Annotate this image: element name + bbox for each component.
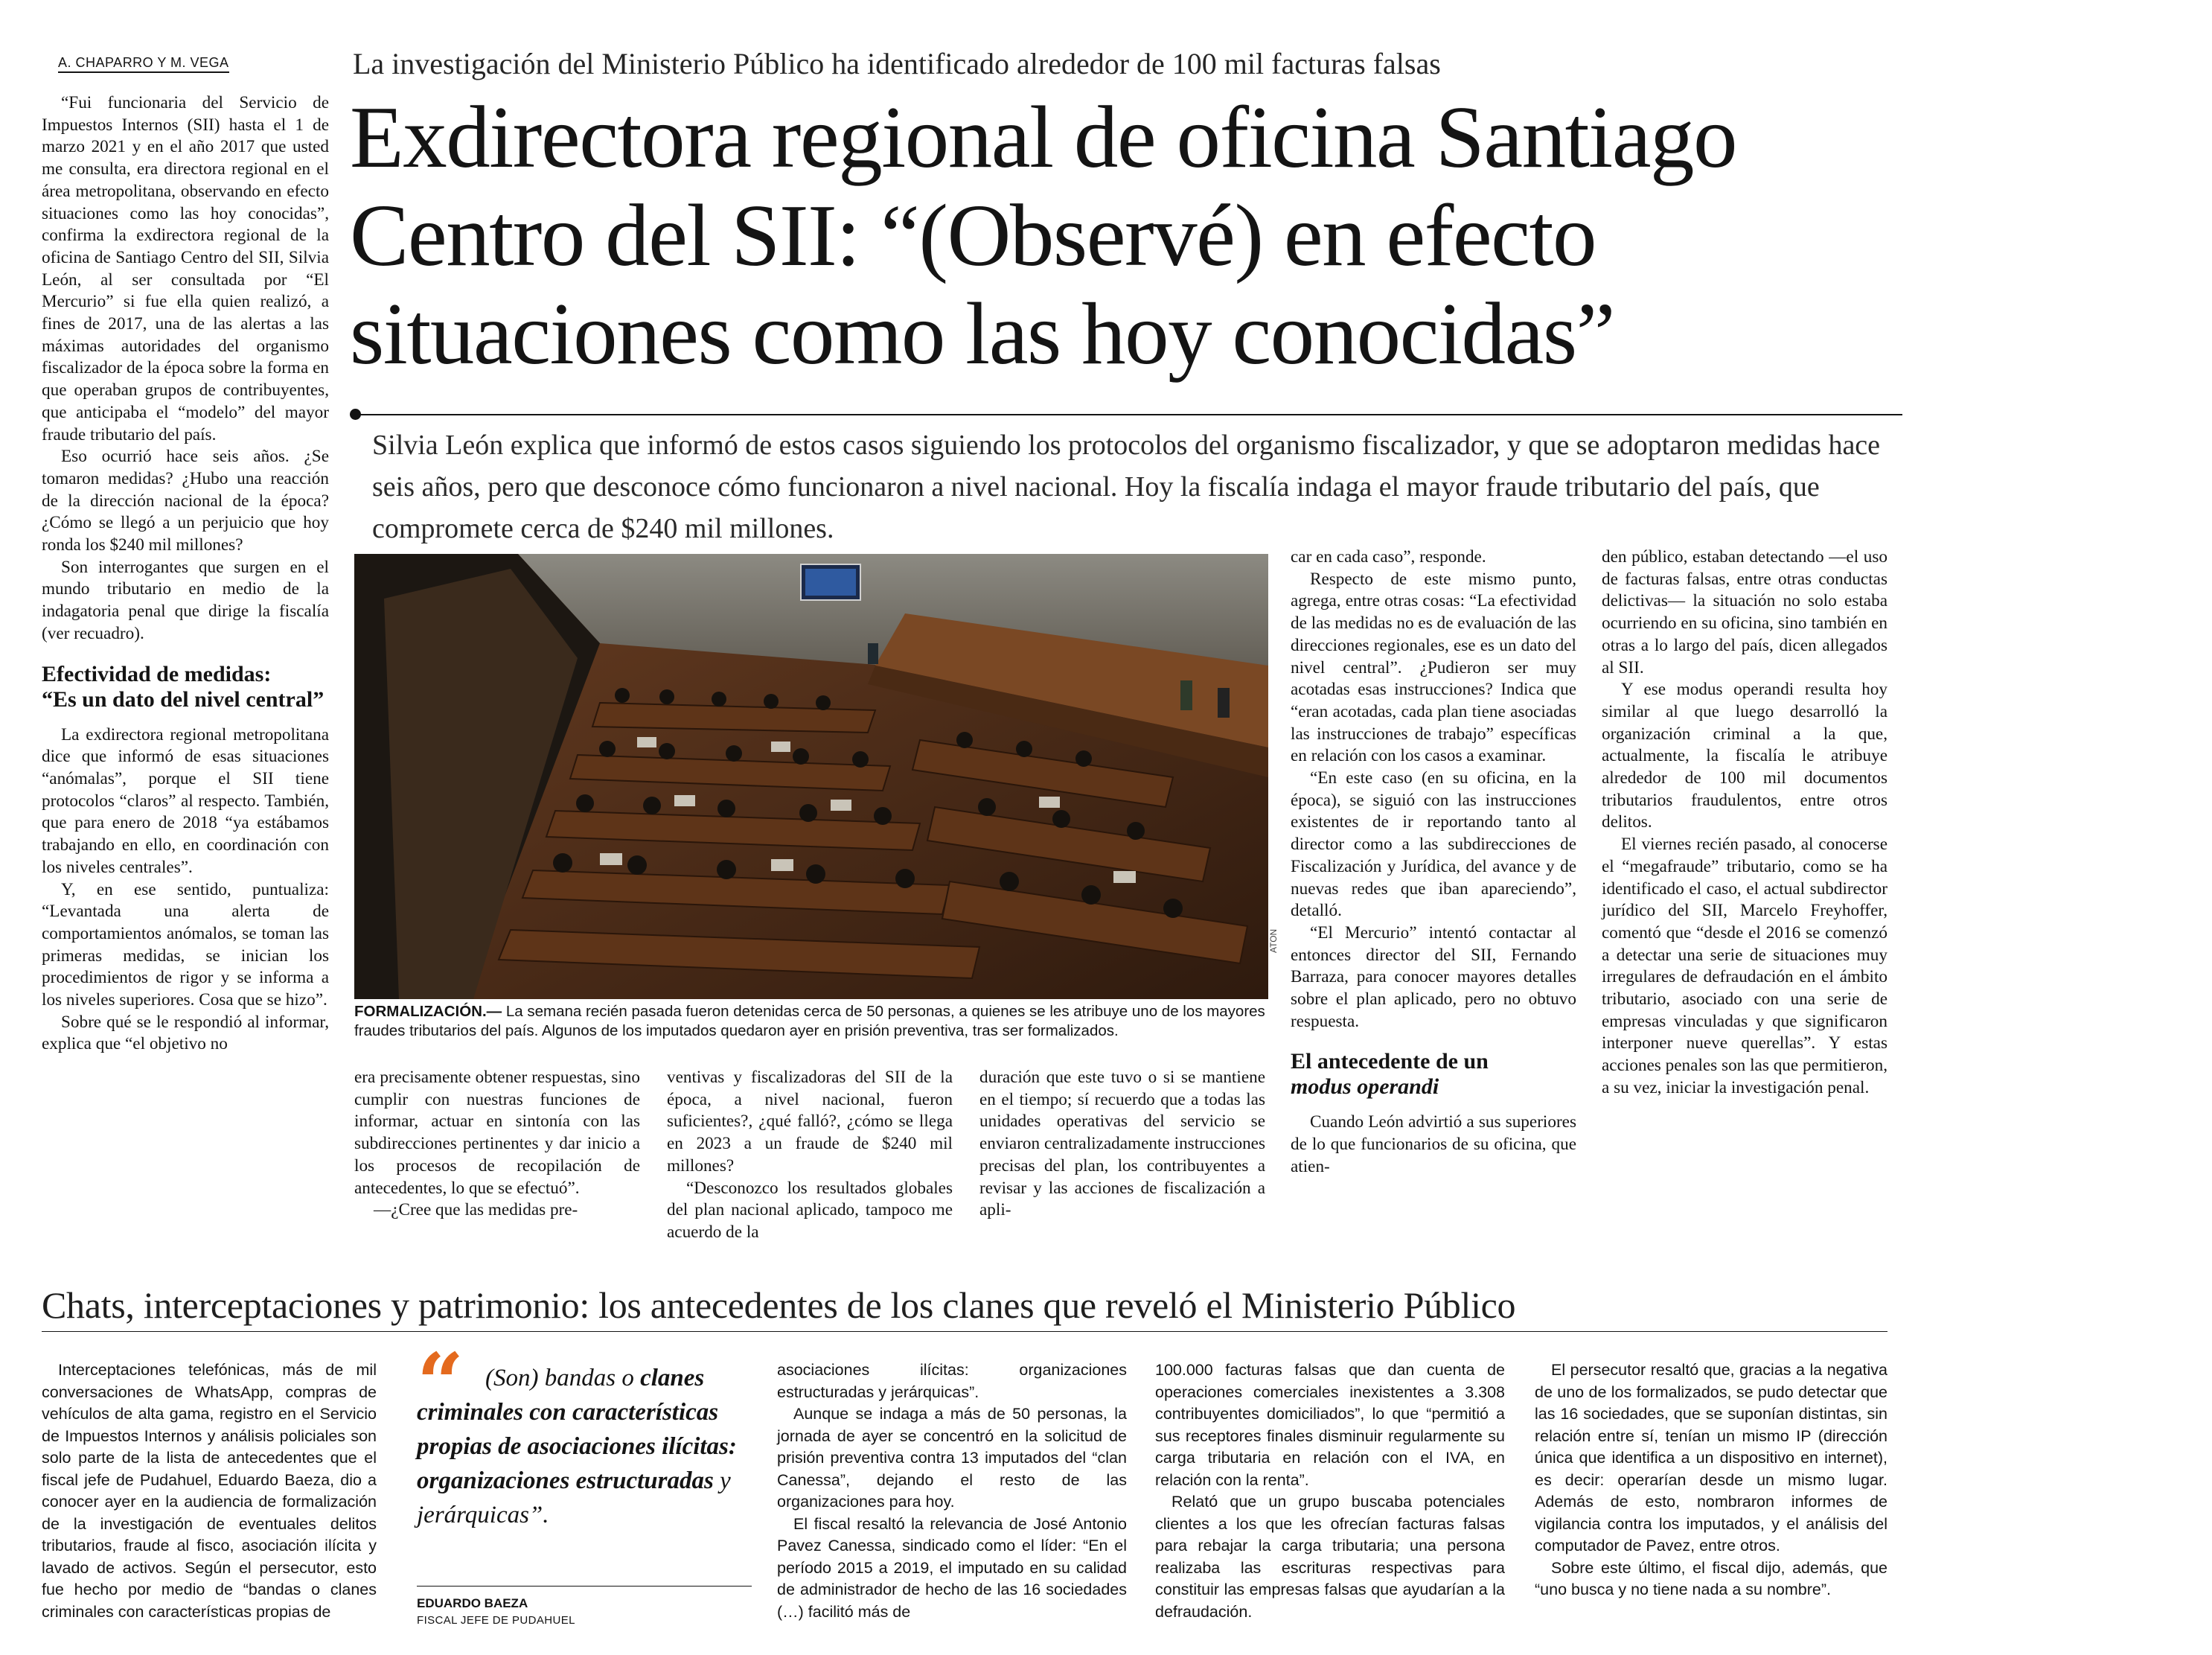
right-b-p2: Y ese modus operandi resulta hoy similar al que luego desarrolló la organización criminal a la que, actualmente, la fiscalía le atribuye alrededor de 100 mil documentos tributarios fraudulentos, entre otros delitos.	[1602, 680, 1887, 832]
pull-quote-rule	[417, 1586, 752, 1587]
band-col4-p1: 100.000 facturas falsas que dan cuenta de operaciones comerciales inexistentes a 3.308 contribuyentes domiciliados”, lo que “permitió a sus receptores finales disminuir regularmente su carga tributaria en relación con el IVA, en relación con la renta”.	[1155, 1361, 1505, 1489]
courtroom-illustration	[354, 554, 1268, 999]
band-column-5	[1535, 1359, 1887, 1601]
subhead-efectividad	[42, 662, 329, 712]
band-col3-p2: Aunque se indaga a más de 50 personas, la jornada de ayer se concentró en la solicitud de prisión preventiva contra 13 imputados del “clan Canessa”, dejando el resto de las organizaciones para hoy.	[777, 1405, 1127, 1511]
subhead-efectividad-line1: Efectividad de medidas:	[42, 661, 272, 686]
left-after-p3: Sobre qué se le respondió al informar, explica que “el objetivo no	[42, 1012, 329, 1054]
band-col3-p3: El fiscal resaltó la relevancia de José Antonio Pavez Canessa, sindicado como el líder: “En el período 2015 a 2019, el imputado en su calidad de administrador de hecho de las 16 sociedades (…) facilitó más de	[777, 1514, 1127, 1621]
right-column-b	[1602, 546, 1887, 1100]
kicker: La investigación del Ministerio Público ha identificado alrededor de 100 mil facturas falsas	[353, 47, 1441, 80]
left-intro-p2: Eso ocurrió hace seis años. ¿Se tomaron medidas? ¿Hubo una reacción de la dirección nacional de la época? ¿Cómo se llegó a un perjuicio que hoy ronda los $240 mil millones?	[42, 447, 329, 555]
lower-column-2	[667, 1067, 953, 1244]
right-a-p2: Respecto de este mismo punto, agrega, entre otras cosas: “La efectividad de las medidas no es de evaluación de las direcciones regionales, ese es un dato del nivel central”. ¿Pudieron ser muy acotadas esas instrucciones? Indica que “eran acotadas, cada plan tiene asociadas las instrucciones de trabajo” específicas en relación con los casos a examinar.	[1291, 569, 1576, 766]
pull-quote-end: jerárquicas”.	[417, 1502, 549, 1528]
pull-quote	[417, 1361, 752, 1532]
right-b-p1: den público, estaban detectando —el uso de facturas falsas, entre otras conductas delictivas— la situación no solo estaba ocurriendo en su oficina, sino también en otras a lo largo del país, dicen allegados al SII.	[1602, 547, 1887, 677]
subhead-efectividad-line2: “Es un dato del nivel central”	[42, 686, 325, 712]
subhead-modus-line1: El antecedente de un	[1291, 1049, 1489, 1074]
pull-quote-mid: y	[720, 1467, 731, 1494]
photo-credit: ATON	[1268, 928, 1279, 953]
headline: Exdirectora regional de oficina Santiago Centro del SII: “(Observé) en efecto situaciones como las hoy conocidas”	[350, 88, 1737, 383]
caption-label: FORMALIZACIÓN.—	[354, 1003, 502, 1020]
left-after-p1: La exdirectora regional metropolitana dice que informó de esas situaciones “anómalas”, porque el SII tiene protocolos “claros” al respecto. También, que para enero de 2018 “ya estábamos trabajando en ello, en coordinación con los niveles centrales”.	[42, 724, 329, 877]
lower-col2-p2: “Desconozco los resultados globales del plan nacional aplicado, tampoco me acuerdo de la	[667, 1178, 953, 1242]
pull-quote-open: (Son) bandas o	[485, 1365, 634, 1391]
quote-mark-icon: “	[417, 1335, 464, 1431]
lower-column-3	[979, 1067, 1265, 1222]
right-a-p4: “El Mercurio” intentó contactar al entonces director del SII, Fernando Barraza, para conocer mayores detalles sobre el plan aplicado, pero no obtuvo respuesta.	[1291, 922, 1576, 1031]
left-after-p2: Y, en ese sentido, puntualiza: “Levantada una alerta de comportamientos anómalos, se toman las primeras medidas, se inician los procedimientos de rigor y se informa a los niveles superiores. Cosa que se hizo”.	[42, 879, 329, 1010]
pull-quote-bold: clanes criminales con características propias de asociaciones ilícitas: organizaciones estructuradas	[417, 1365, 737, 1494]
right-a-p3: “En este caso (en su oficina, en la época), se siguió con las instrucciones existentes de ir reportando tanto al director como a las subdirecciones de Fiscalización y Jurídica, del avance y de nuevas redes que iban apareciendo”, detalló.	[1291, 768, 1576, 921]
right-a-p1: car en cada caso”, responde.	[1291, 547, 1486, 567]
byline: A. CHAPARRO Y M. VEGA	[58, 55, 229, 73]
band-rule	[42, 1331, 1887, 1332]
band-col1-p1: Interceptaciones telefónicas, más de mil conversaciones de WhatsApp, compras de vehículos de alta gama, registro en el Servicio de Impuestos Internos y análisis policiales son solo parte de la lista de antecedentes que el fiscal jefe de Pudahuel, Eduardo Baeza, dio a conocer ayer en la audiencia de formalización de la investigación de eventuales delitos tributarios, fraude al fisco, asociación ilícita y lavado de activos. Según el persecutor, esto fue hecho por medio de “bandas o clanes criminales con características propias de	[42, 1361, 377, 1621]
band-column-1	[42, 1359, 377, 1623]
band-column-4	[1155, 1359, 1505, 1623]
headline-rule	[354, 414, 1902, 415]
photo-caption	[354, 1002, 1268, 1041]
lower-col3-p1: duración que este tuvo o si se mantiene en el tiempo; sí recuerdo que a todas las unidades operativas del servicio se enviaron centralizadamente instrucciones precisas del plan, los contribuyentes a revisar y las acciones de fiscalización a apli-	[979, 1068, 1265, 1220]
band-title: Chats, interceptaciones y patrimonio: los antecedentes de los clanes que reveló el Ministerio Público	[42, 1284, 1516, 1326]
band-col5-p2: Sobre este último, el fiscal dijo, además, que “uno busca y no tiene nada a su nombre”.	[1535, 1558, 1887, 1598]
courtroom-photo	[354, 554, 1268, 999]
caption-text: La semana recién pasada fueron detenidas cerca de 50 personas, a quienes se les atribuye uno de los mayores fraudes tributarios del país. Algunos de los imputados quedaron ayer en prisión preventiva, tras ser formalizados.	[354, 1003, 1265, 1039]
pull-quote-name: EDUARDO BAEZA	[417, 1596, 528, 1610]
lower-col1-p1: era precisamente obtener respuestas, sino cumplir con nuestras funciones de informar, actuar en sintonía con las subdirecciones pertinentes y dar inicio a los procesos de recopilación de antecedentes, lo que se efectuó”.	[354, 1068, 640, 1198]
band-col5-p1: El persecutor resaltó que, gracias a la negativa de uno de los formalizados, se pudo detectar que las 16 sociedades, que se suponían distintas, sin relación entre sí, tenían un mismo IP (dirección única que identifica a un dispositivo en internet), es decir: operarían desde un mismo lugar. Además de esto, nombraron informes de vigilancia contra los imputados, y el análisis del computador de Pavez, entre otros.	[1535, 1361, 1887, 1554]
left-intro-p3: Son interrogantes que surgen en el mundo tributario en medio de la indagatoria penal que dirige la fiscalía (ver recuadro).	[42, 557, 329, 643]
subhead-modus-line2: modus operandi	[1291, 1074, 1439, 1100]
right-column-a	[1291, 546, 1576, 1179]
right-b-p3: El viernes recién pasado, al conocerse el “megafraude” tributario, como se ha identificado el caso, el actual subdirector jurídico del SII, Marcelo Freyhoffer, comentó que “desde el 2016 se comenzó a detectar una serie de situaciones muy irregulares de defraudación en el ámbito tributario, asociado con una serie de empresas vinculadas y que significaron interponer nueve querellas”. Y estas acciones penales son las que permitieron, a su vez, iniciar la investigación penal.	[1602, 835, 1887, 1097]
subhead-modus	[1291, 1049, 1576, 1100]
pull-quote-role: FISCAL JEFE DE PUDAHUEL	[417, 1614, 575, 1627]
band-col4-p2: Relató que un grupo buscaba potenciales clientes a los que les ofrecían facturas falsas para rebajar la carga tributaria; una persona realizaba las escrituras respectivas para constituir las empresas falsas que ayudarían a la defraudación.	[1155, 1493, 1505, 1621]
lower-col1-p2: —¿Cree que las medidas pre-	[374, 1200, 578, 1220]
right-a-after: Cuando León advirtió a sus superiores de lo que funcionarios de su oficina, que atien-	[1291, 1112, 1576, 1176]
left-intro-p1: “Fui funcionaria del Servicio de Impuestos Internos (SII) hasta el 1 de marzo 2021 y en el año 2017 que usted me consulta, era directora regional en el área metropolitana, observando en efecto situaciones como las hoy conocidas”, confirma la exdirectora regional de la oficina de Santiago Centro del SII, Silvia León, al ser consultada por “El Mercurio” si fue ella quien realizó, a fines de 2017, una de las alertas a las máximas autoridades del organismo fiscalizador de la época sobre la forma en que operaban grupos de contribuyentes, que anticipaba el “modelo” del mayor fraude tributario del país.	[42, 93, 329, 444]
lower-col2-p1: ventivas y fiscalizadoras del SII de la época, a nivel nacional, fueron suficientes?, ¿qué falló?, ¿cómo se llega en 2023 a un fraude de $240 mil millones?	[667, 1068, 953, 1176]
band-column-3	[777, 1359, 1127, 1623]
band-col3-p1: asociaciones ilícitas: organizaciones estructuradas y jerárquicas”.	[777, 1361, 1127, 1401]
left-column	[42, 92, 329, 1056]
deck: Silvia León explica que informó de estos casos siguiendo los protocolos del organismo fiscalizador, y que se adoptaron medidas hace seis años, pero que desconoce cómo funcionaron a nivel nacional. Hoy la fiscalía indaga el mayor fraude tributario del país, que compromete cerca de $240 mil millones.	[372, 430, 1881, 544]
lower-column-1	[354, 1067, 640, 1222]
